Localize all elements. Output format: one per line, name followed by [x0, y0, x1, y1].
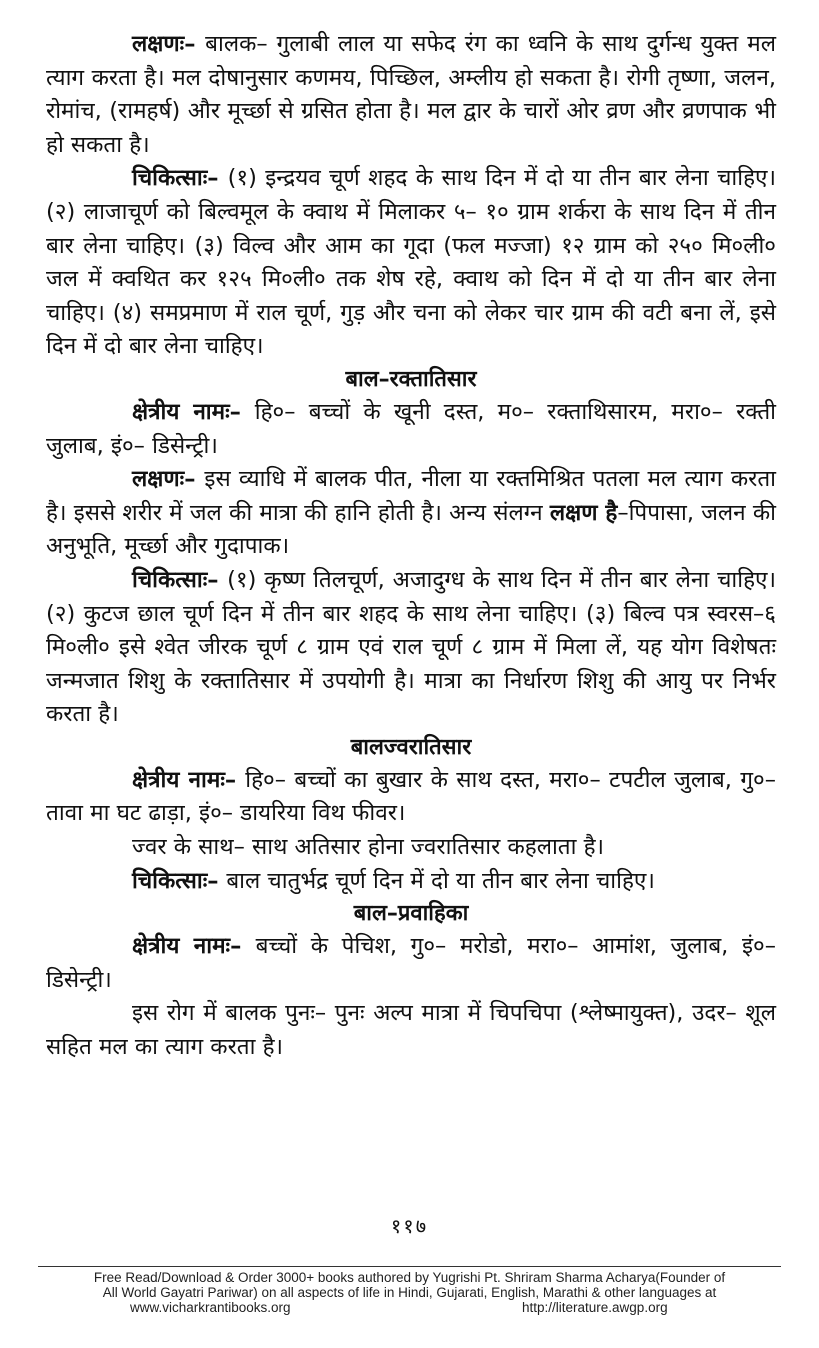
description-text: इस रोग में बालक पुनः– पुनः अल्प मात्रा में चिपचिपा (श्लेष्मायुक्त), उदर– शूल सहित मल का त्याग करता है।	[46, 1000, 776, 1061]
symptoms-label-2: लक्षण है	[549, 499, 618, 526]
symptoms-text-2: –पिपासा, जलन की अनुभूति, मूर्च्छा और गुदापाक।	[46, 499, 777, 560]
treatment-text: बाल चातुर्भद्र चूर्ण दिन में दो या तीन बार लेना चाहिए।	[226, 867, 655, 894]
regional-names-label: क्षेत्रीय नामः–	[132, 398, 255, 425]
definition-text: ज्वर के साथ– साथ अतिसार होना ज्वरातिसार कहलाता है।	[132, 834, 605, 861]
symptoms-paragraph	[46, 28, 776, 162]
treatment-label: चिकित्साः–	[132, 867, 227, 894]
regional-names-paragraph	[46, 396, 776, 463]
regional-names-text: बच्चों के पेचिश, गु०– मरोडो, मरा०– आमांश, जुलाब, इं०– डिसेन्ट्री।	[46, 933, 776, 993]
footer-divider	[38, 1266, 781, 1267]
description-paragraph	[46, 997, 776, 1064]
page-number: ११७	[390, 1214, 429, 1238]
regional-names-label: क्षेत्रीय नामः–	[132, 766, 246, 793]
regional-names-text: हि०– बच्चों का बुखार के साथ दस्त, मरा०– टपटील जुलाब, गु०– तावा मा घट ढाड़ा, इं०– डायरिया विथ फीवर।	[46, 766, 776, 827]
treatment-paragraph	[46, 564, 776, 732]
page-body	[46, 28, 776, 1065]
regional-names-paragraph	[46, 764, 776, 831]
regional-names-text: हि०– बच्चों के खूनी दस्त, म०– रक्ताथिसारम, मरा०– रक्ती जुलाब, इं०– डिसेन्ट्री।	[46, 398, 776, 459]
symptoms-label: लक्षणः–	[132, 466, 205, 493]
symptoms-text: इस व्याधि में बालक पीत, नीला या रक्तमिश्रित पतला मल त्याग करता है। इससे शरीर में जल की मात्रा की हानि होती है। अन्य संलग्न	[46, 466, 776, 526]
section-heading-baljwaratisar: बालज्वरातिसार	[350, 734, 472, 760]
treatment-label: चिकित्साः–	[132, 566, 228, 593]
treatment-label: चिकित्साः–	[132, 165, 228, 192]
footer-link-literature-awgp[interactable]: http://literature.awgp.org	[522, 1300, 668, 1315]
treatment-paragraph	[46, 865, 776, 899]
symptoms-paragraph	[46, 463, 776, 564]
definition-paragraph	[46, 831, 776, 865]
section-heading-bal-pravahika: बाल–प्रवाहिका	[353, 901, 469, 927]
treatment-text: (१) इन्द्रयव चूर्ण शहद के साथ दिन में दो या तीन बार लेना चाहिए। (२) लाजाचूर्ण को बिल्वमूल के क्वाथ में मिलाकर ५– १० ग्राम शर्करा के साथ दिन में तीन बार लेना चाहिए। (३) विल्व और आम का गूदा (फल मज्जा) १२ ग्राम को २५० मि०ली० जल में क्वथित कर १२५ मि०ली० तक शेष रहे, क्वाथ को दिन में दो या तीन बार लेना चाहिए। (४) समप्रमाण में राल चूर्ण, गुड़ और चना को लेकर चार ग्राम की वटी बना लें, इसे दिन में दो बार लेना चाहिए।	[46, 165, 776, 360]
symptoms-label: लक्षणः–	[132, 31, 206, 57]
section-heading-bal-raktatisar: बाल–रक्तातिसार	[345, 366, 477, 392]
treatment-text: (१) कृष्ण तिलचूर्ण, अजादुग्ध के साथ दिन में तीन बार लेना चाहिए। (२) कुटज छाल चूर्ण दिन में तीन बार शहद के साथ लेना चाहिए। (३) बिल्व पत्र स्वरस–६ मि०ली० इसे श्वेत जीरक चूर्ण ८ ग्राम एवं राल चूर्ण ८ ग्राम में मिला लें, यह योग विशेषतः जन्मजात शिशु के रक्तातिसार में उपयोगी है। मात्रा का निर्धारण शिशु की आयु पर निर्भर करता है।	[46, 566, 776, 728]
footer-text	[40, 1271, 779, 1300]
regional-names-paragraph	[46, 930, 776, 997]
footer-link-vicharkrantibooks[interactable]: www.vicharkrantibooks.org	[130, 1300, 291, 1315]
treatment-paragraph	[46, 162, 776, 364]
regional-names-label: क्षेत्रीय नामः–	[132, 933, 256, 960]
footer-line-1: Free Read/Download & Order 3000+ books authored by Yugrishi Pt. Shriram Sharma Acharya(Founder of	[93, 1270, 726, 1285]
symptoms-text: बालक– गुलाबी लाल या सफेद रंग का ध्वनि के साथ दुर्गन्ध युक्त मल त्याग करता है। मल दोषानुसार कणमय, पिच्छिल, अम्लीय हो सकता है। रोगी तृष्णा, जलन, रोमांच, (रामहर्ष) और मूर्च्छा से ग्रसित होता है। मल द्वार के चारों ओर व्रण और व्रणपाक भी हो सकता है।	[46, 31, 776, 158]
footer-line-2: All World Gayatri Pariwar) on all aspects of life in Hindi, Gujarati, English, Marathi & other languages at	[102, 1284, 717, 1300]
